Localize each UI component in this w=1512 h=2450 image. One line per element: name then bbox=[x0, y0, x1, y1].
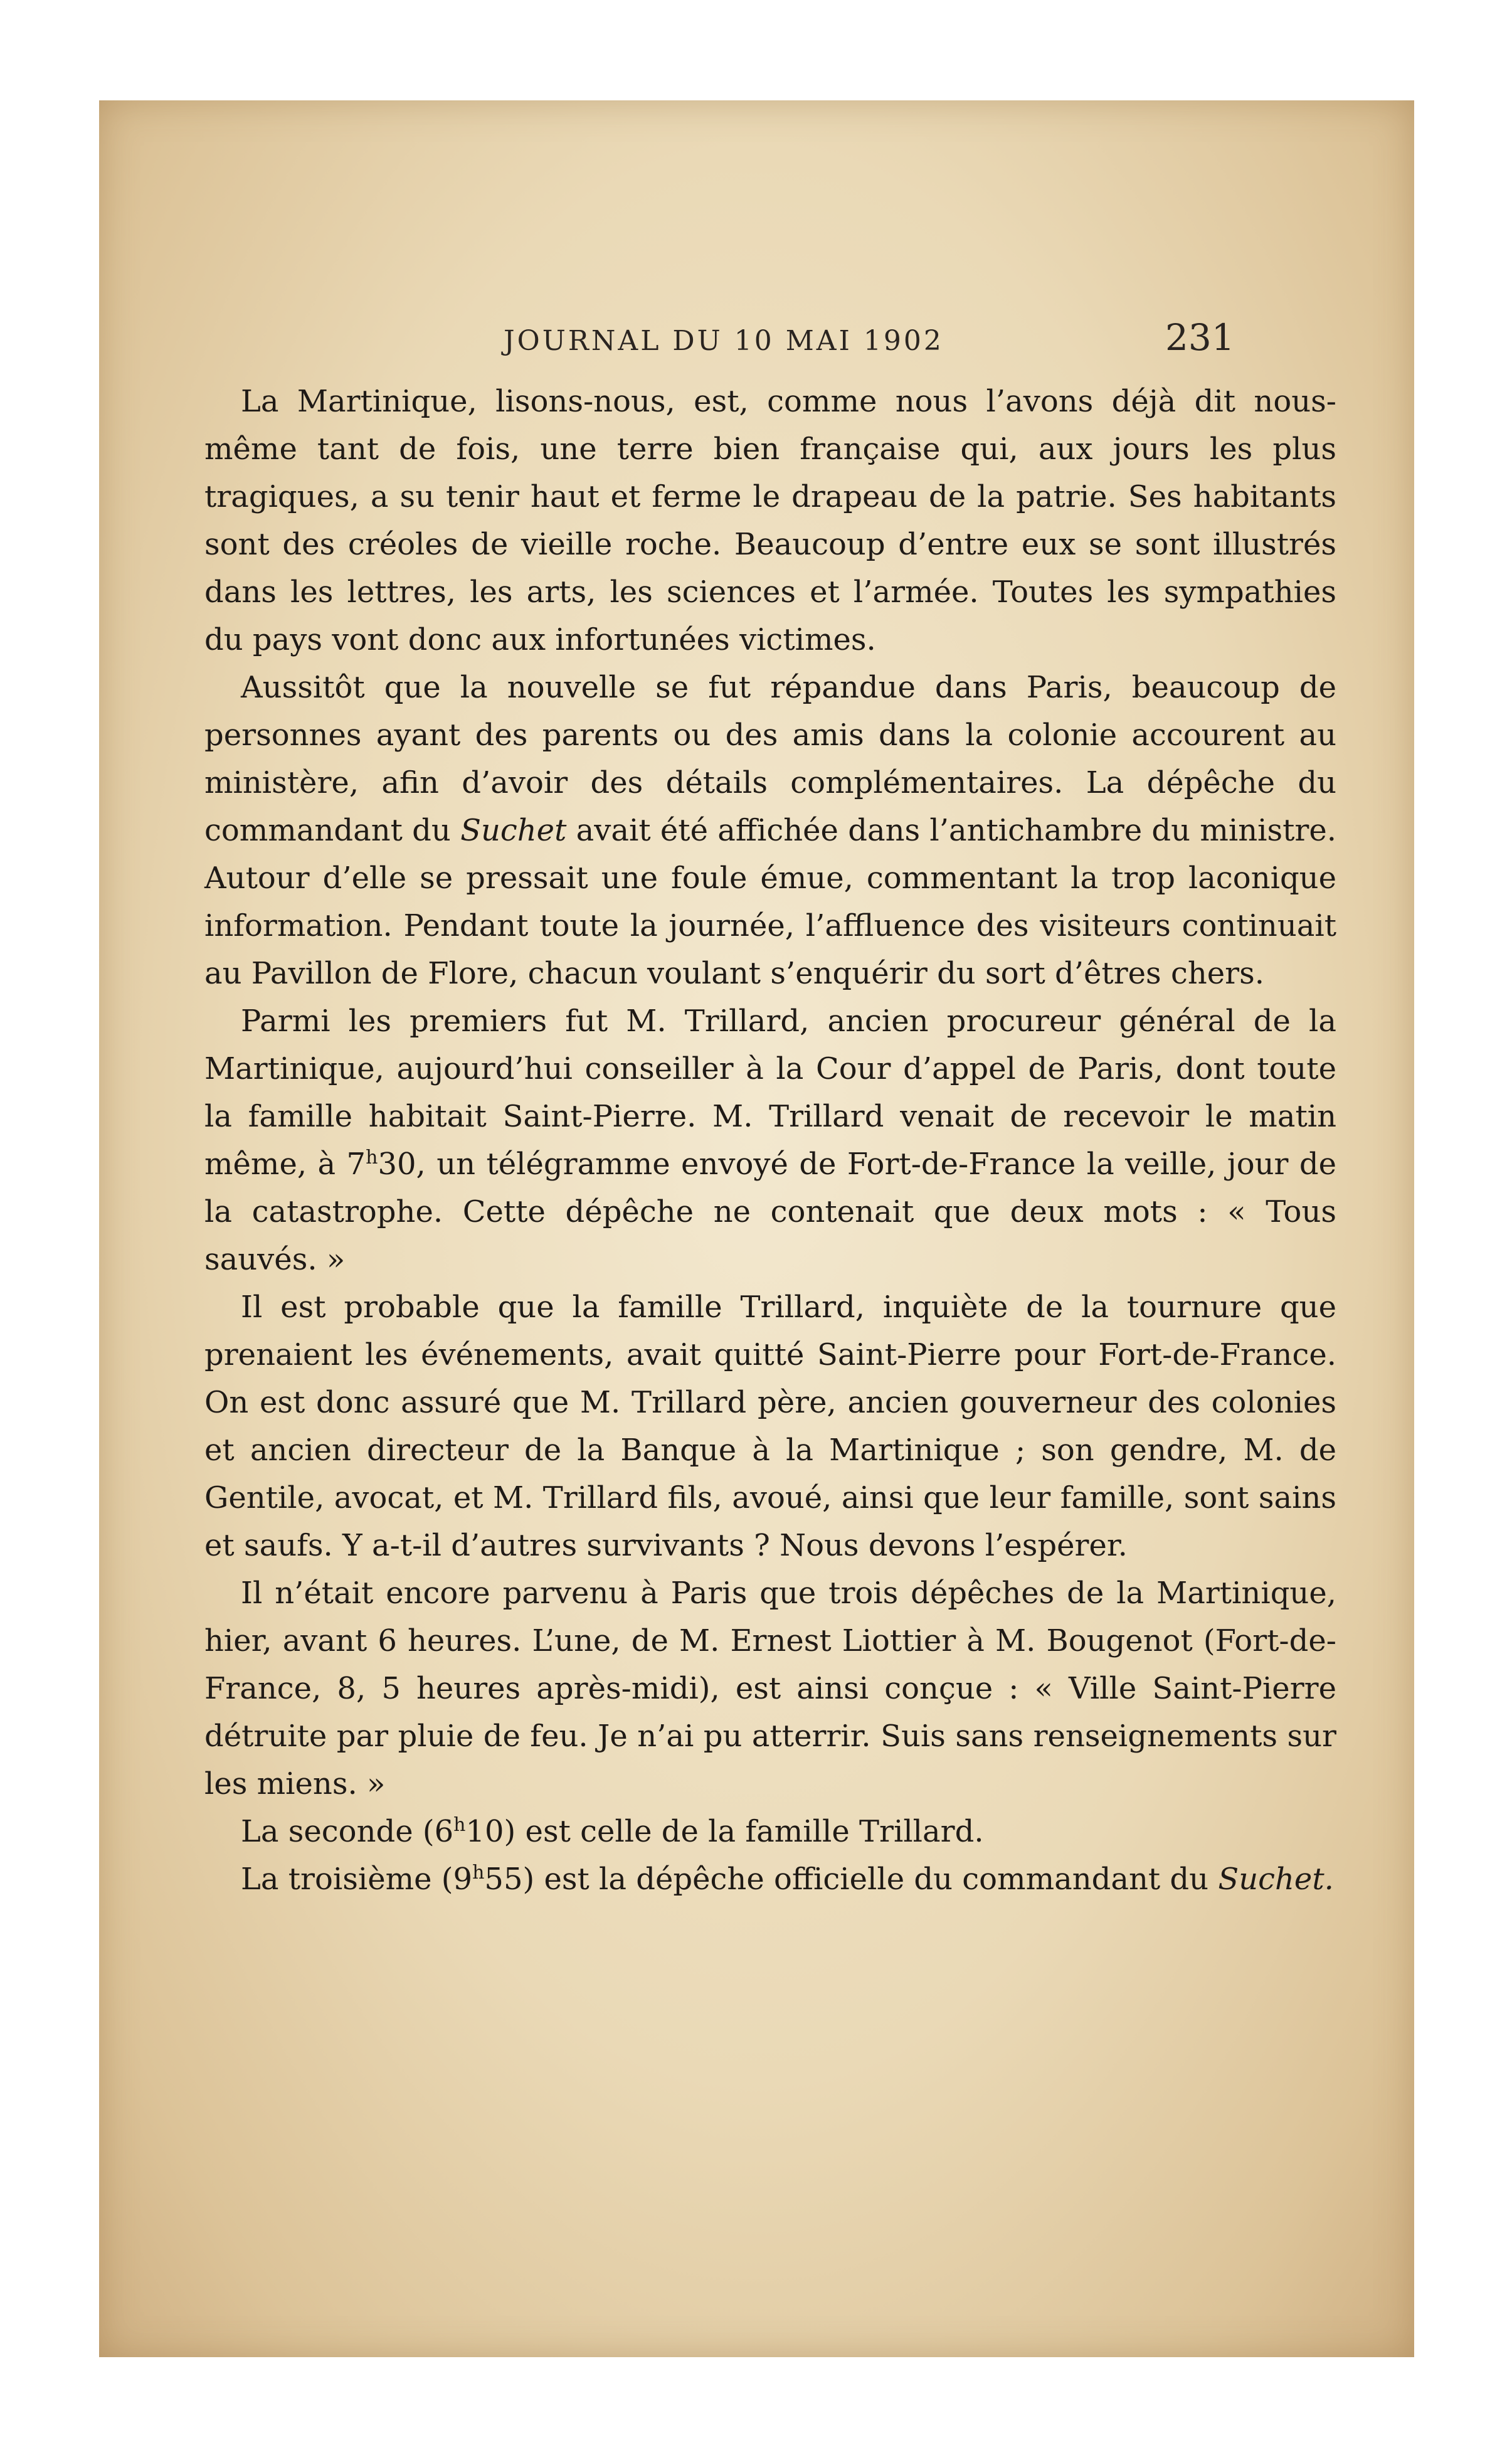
paragraph bbox=[204, 378, 1336, 664]
hour-superscript: h bbox=[366, 1147, 378, 1169]
text-run: 30, un télégramme envoyé de Fort-de-France la veille, jour de la catastrophe. Cette dépêche ne contenait que deux mots : « Tous sauvés. » bbox=[204, 1147, 1337, 1277]
body-text bbox=[204, 378, 1336, 1903]
paragraph bbox=[204, 1283, 1336, 1569]
hour-superscript: h bbox=[453, 1814, 466, 1836]
paragraph bbox=[204, 1808, 1336, 1855]
text-run: Aussitôt que la nouvelle se fut répandue dans Paris, beaucoup de personnes ayant des parents ou des amis dans la colonie accourent au ministère, afin d’avoir des détails complémentaires. La dépêche du commandant du bbox=[204, 670, 1336, 848]
book-page bbox=[99, 100, 1414, 2357]
page-number: 231 bbox=[1165, 316, 1235, 359]
paragraph bbox=[204, 1855, 1336, 1903]
page-header bbox=[99, 314, 1414, 364]
hour-superscript: h bbox=[472, 1862, 485, 1884]
paragraph bbox=[204, 1569, 1336, 1808]
text-run: Il n’était encore parvenu à Paris que trois dépêches de la Martinique, hier, avant 6 heures. L’une, de M. Ernest Liottier à M. Bougenot (Fort-de-France, 8, 5 heures après-midi), est ainsi conçue : « Ville Saint-Pierre détruite par pluie de feu. Je n’ai pu atterrir. Suis sans renseignements sur les miens. » bbox=[204, 1576, 1336, 1801]
text-run: La troisième (9 bbox=[241, 1862, 473, 1897]
text-run: Il est probable que la famille Trillard, inquiète de la tournure que prenaient les événements, avait quitté Saint-Pierre pour Fort-de-France. On est donc assuré que M. Trillard père, ancien gouverneur des colonies et ancien directeur de la Banque à la Martinique ; son gendre, M. de Gentile, avocat, et M. Trillard fils, avoué, ainsi que leur famille, sont sains et saufs. Y a-t-il d’autres survivants ? Nous devons l’espérer. bbox=[204, 1290, 1336, 1563]
text-run: Parmi les premiers fut M. Trillard, ancien procureur général de la Martinique, aujourd’hui conseiller à la Cour d’appel de Paris, dont toute la famille habitait Saint-Pierre. M. Trillard venait de recevoir le matin même, à 7 bbox=[204, 1004, 1336, 1182]
text-run: La Martinique, lisons-nous, est, comme nous l’avons déjà dit nous-même tant de fois, une terre bien française qui, aux jours les plus tragiques, a su tenir haut et ferme le drapeau de la patrie. Ses habitants sont des créoles de vieille roche. Beaucoup d’entre eux se sont illustrés dans les lettres, les arts, les sciences et l’armée. Toutes les sympathies du pays vont donc aux infortunées victimes. bbox=[204, 384, 1336, 657]
ship-name: Suchet bbox=[460, 813, 567, 848]
paragraph bbox=[204, 997, 1336, 1283]
paragraph bbox=[204, 664, 1336, 997]
text-run: La seconde (6 bbox=[241, 1814, 454, 1849]
running-title: JOURNAL DU 10 MAI 1902 bbox=[504, 325, 944, 357]
text-run: 55) est la dépêche officielle du commandant du bbox=[484, 1862, 1219, 1897]
text-run: avait été affichée dans l’antichambre du ministre. Autour d’elle se pressait une foule émue, commentant la trop laconique information. Pendant toute la journée, l’affluence des visiteurs continuait au Pavillon de Flore, chacun voulant s’enquérir du sort d’êtres chers. bbox=[204, 813, 1337, 991]
text-run: 10) est celle de la famille Trillard. bbox=[465, 1814, 984, 1849]
ship-name: Suchet. bbox=[1218, 1862, 1334, 1897]
